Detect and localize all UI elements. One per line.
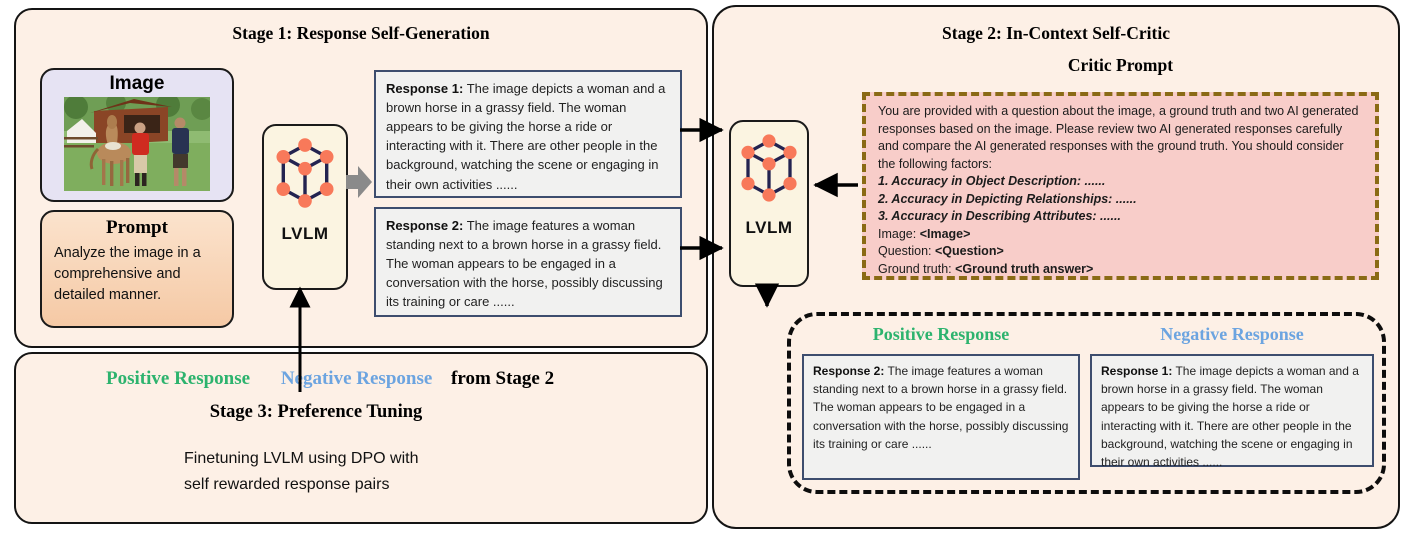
horse-photo bbox=[64, 97, 210, 191]
critic-question-line bbox=[878, 243, 1363, 261]
response1-label: Response 1: bbox=[386, 81, 464, 96]
response1-box bbox=[374, 70, 682, 198]
stage3-feedback-row bbox=[106, 368, 554, 390]
positive-response-heading: Positive Response bbox=[872, 324, 1010, 344]
stage3-description-line2: self rewarded response pairs bbox=[184, 475, 390, 493]
negative-box-label: Response 1: bbox=[1101, 364, 1173, 378]
critic-ground-truth-label: Ground truth: bbox=[878, 261, 956, 276]
critic-image-line bbox=[878, 226, 1363, 244]
stage3-description-line1: Finetuning LVLM using DPO with bbox=[184, 450, 419, 467]
critic-prompt-title: Critic Prompt bbox=[1067, 55, 1174, 75]
lvlm-label: LVLM bbox=[281, 224, 329, 243]
critic-question-label: Question: bbox=[878, 244, 935, 258]
stage2-panel bbox=[712, 5, 1400, 529]
stage3-description bbox=[184, 446, 418, 497]
critic-factor-2: 2. Accuracy in Depicting Relationships: ...... bbox=[878, 191, 1137, 206]
positive-box-label: Response 2: bbox=[813, 364, 885, 378]
critic-image-token: <Image> bbox=[919, 226, 971, 241]
stage1-title: Stage 1: Response Self-Generation bbox=[232, 23, 490, 43]
lvlm-label: LVLM bbox=[745, 218, 793, 237]
negative-response-label: Negative Response bbox=[280, 368, 433, 389]
prompt-box-title: Prompt bbox=[106, 217, 168, 238]
positive-response-box bbox=[802, 354, 1080, 480]
lvlm-box-stage1 bbox=[262, 124, 348, 290]
critic-question-token: <Question> bbox=[934, 244, 1004, 258]
stage3-panel bbox=[14, 352, 708, 524]
neural-cube-icon bbox=[274, 136, 336, 210]
critic-intro: You are provided with a question about the image, a ground truth and two AI generated responses based on the image. Please review two AI generated responses carefully and compare the AI generated responses with the ground truth. You should consider the following factors: bbox=[878, 104, 1359, 171]
critic-prompt-box bbox=[862, 92, 1379, 280]
stage3-title: Stage 3: Preference Tuning bbox=[209, 402, 423, 422]
response2-label: Response 2: bbox=[386, 218, 464, 233]
negative-response-box bbox=[1090, 354, 1374, 470]
stage1-panel bbox=[14, 8, 708, 348]
image-box-title: Image bbox=[109, 73, 165, 94]
critic-ground-truth-token: <Ground truth answer> bbox=[955, 261, 1094, 276]
response2-text: The image features a woman standing next to a brown horse in a grassy field. The woman appears to be engaged in a conversation with the horse, possibly discussing its training or care ...... bbox=[386, 218, 663, 310]
positive-response-label: Positive Response bbox=[106, 368, 251, 389]
neural-cube-icon bbox=[739, 132, 799, 204]
critic-ground-truth-line bbox=[878, 261, 1363, 279]
response1-text: The image depicts a woman and a brown horse in a grassy field. The woman appears to be giving the horse a ride or interacting with it. There are other people in the background, watching the scene or engaging in their own activities ...... bbox=[386, 81, 666, 192]
negative-box-text: The image depicts a woman and a brown horse in a grassy field. The woman appears to be giving the horse a ride or interacting with it. There are other people in the background, watching the scene or engaging in their own activities ...... bbox=[1101, 364, 1359, 470]
prompt-box bbox=[40, 210, 234, 328]
stage2-title: Stage 2: In-Context Self-Critic bbox=[942, 23, 1170, 43]
from-stage2-label: from Stage 2 bbox=[451, 368, 555, 389]
critic-factor-3: 3. Accuracy in Describing Attributes: ...... bbox=[878, 209, 1121, 223]
prompt-box-text: Analyze the image in a comprehensive and detailed manner. bbox=[54, 245, 201, 304]
critic-factor-1: 1. Accuracy in Object Description: ...... bbox=[878, 174, 1106, 188]
negative-response-heading: Negative Response bbox=[1160, 324, 1304, 344]
image-box bbox=[40, 68, 234, 202]
response2-box bbox=[374, 207, 682, 317]
lvlm-box-stage2 bbox=[729, 120, 809, 287]
positive-box-text: The image features a woman standing next to a brown horse in a grassy field. The woman appears to be engaged in a conversation with the horse, possibly discussing its training or care ...... bbox=[813, 364, 1069, 451]
critic-image-label: Image: bbox=[878, 226, 920, 241]
